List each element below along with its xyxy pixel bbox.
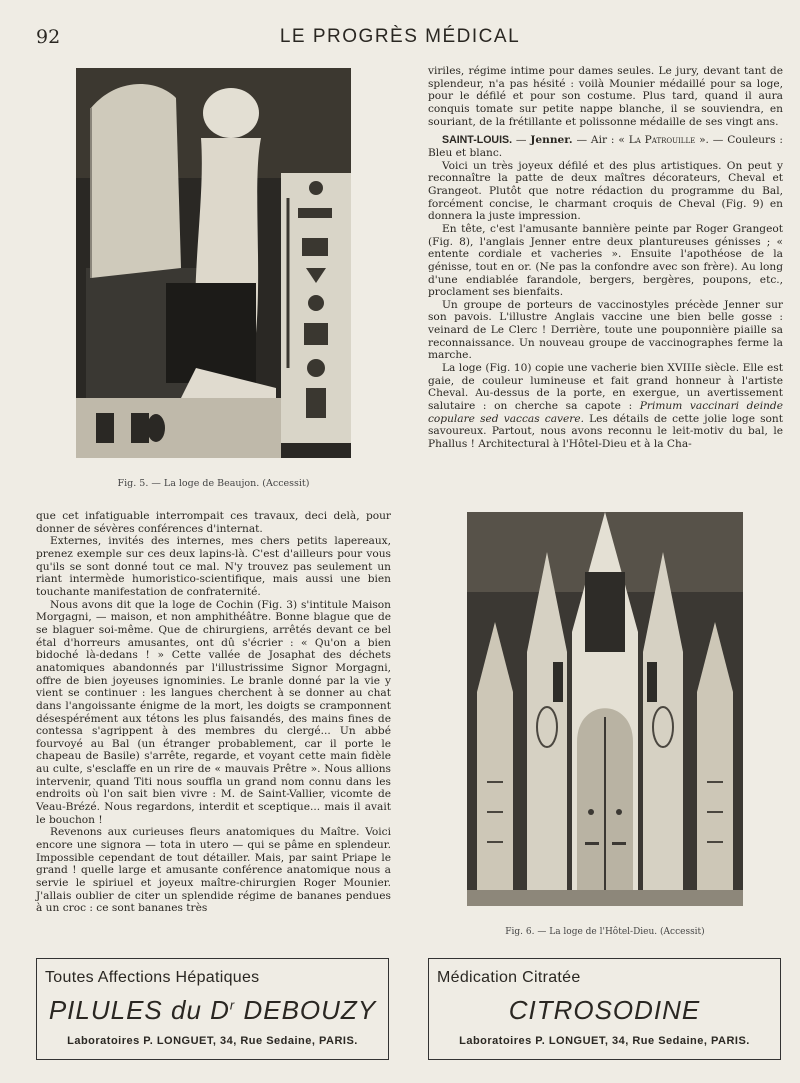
advertisement-citrosodine [428, 958, 781, 1060]
ad-tagline: Toutes Affections Hépatiques [45, 969, 260, 986]
paragraph: Voici un très joyeux défilé et des plus artistiques. On peut y reconnaître la patte de deux maîtres décorateurs, Cheval et Grangeot. Plutôt que notre rédaction du programme du Bal, forcément concise, le charmant croquis de Cheval (Fig. 9) en donnera la juste impression. [428, 159, 783, 223]
section-hospital: SAINT-LOUIS. [442, 134, 513, 147]
paragraph-part: La loge (Fig. 10) copie une vacherie bien XVIIIe siècle. Elle est gaie, de couleur lumineuse et fait grand honneur à l'artiste Cheval. Au-dessus de la porte, en exergue, un avertissement salutaire : on cherche sa capote : [428, 362, 783, 413]
egyptian-fresco-illustration [76, 68, 351, 458]
section-separator: — [512, 134, 531, 147]
section-theme: Jenner. [530, 134, 573, 147]
paragraph: Un groupe de porteurs de vaccinostyles précède Jenner sur son pavois. L'illustre Anglais vaccine une bien belle gosse : veinard de Le Clerc ! Derrière, toute une pouponnière piaille sa reconnaissance. Un nouveau groupe de vaccinographes ferme la marche. [428, 298, 783, 362]
figure-5-caption: Fig. 5. — La loge de Beaujon. (Accessit) [117, 478, 310, 489]
section-air: La Patrouille [628, 134, 696, 147]
ad-tagline: Médication Citratée [437, 969, 581, 986]
paragraph: viriles, régime intime pour dames seules. Le jury, devant tant de splendeur, n'a pas hésité : voilà Mounier médaillé pour sa loge, pour le défilé et pour son costume. Plus tard, quand il aura conquis tomate sur petite nappe blanche, il se souviendra, en souriant, de la frétillante et polissonne médaille de ses vingt ans. [428, 65, 783, 128]
paragraph: En tête, c'est l'amusante bannière peinte par Roger Grangeot (Fig. 8), l'anglais Jenner entre deux plantureuses génisses ; « entente cordiale et vacheries ». Ensuite l'apothéose de la génisse, tout en or. (Ne pas la confondre avec son frère). Au long d'une endiablée farandole, bergers, bergères, poupons, etc., proclament ses bienfaits. [428, 222, 783, 299]
advertisement-debouzy [36, 958, 389, 1060]
journal-title: LE PROGRÈS MÉDICAL [279, 26, 521, 47]
ad-product-sup: r [229, 997, 236, 1013]
figure-5-photo [76, 68, 351, 458]
paragraph-part: Les détails de cette jolie loge sont savoureux. Partout, nous avons reconnu le leit-motiv du bal, le Phallus ! Architectural à l'Hôtel-Dieu et à la Cha- [428, 412, 783, 451]
ad-laboratory: Laboratoires P. LONGUET, 34, Rue Sedaine, PARIS. [67, 1035, 358, 1047]
gothic-lodge-illustration [467, 512, 743, 906]
paragraph: Revenons aux curieuses fleurs anatomiques du Maître. Voici encore une signora — tota in utero — qui se pâme en splendeur. Impossible cependant de tout détailler. Mais, par saint Priape le grand ! quelle large et amusante conférence anatomique nous a servie le spiriuel et joyeux maître-chirurgien Roger Mounier. J'allais oublier de citer un splendide régime de bananes pendues à un croc : ce sont bananes très [36, 826, 391, 915]
ad-product-name [37, 995, 388, 1026]
paragraph [428, 362, 783, 451]
ad-product-prefix: PILULES du D [48, 995, 230, 1025]
section-air-prefix: — Air : « [572, 134, 629, 147]
figure-6-photo [467, 512, 743, 906]
figure-6-caption: Fig. 6. — La loge de l'Hôtel-Dieu. (Accessit) [505, 927, 705, 937]
ad-product-name [429, 995, 780, 1026]
ad-product-prefix: CITROSODINE [508, 995, 701, 1025]
ad-product-suffix: DEBOUZY [235, 995, 377, 1025]
right-column-text [428, 65, 783, 451]
latin-motto: Primum vaccinari deinde copulare sed vaccas cavere. [428, 400, 783, 425]
page-number: 92 [36, 26, 61, 48]
ad-laboratory: Laboratoires P. LONGUET, 34, Rue Sedaine, PARIS. [459, 1035, 750, 1047]
section-air-suffix: ». — Couleurs : Bleu et blanc. [428, 134, 783, 159]
paragraph: Nous avons dit que la loge de Cochin (Fig. 3) s'intitule Maison Morgagni, — maison, et non amphithéâtre. Bonne blague que de se blaguer soi-même. Que de chirurgiens, arrêtés devant ce bel étal d'horreurs amusantes, ont dû s'écrier : « Qu'on a bien bidoché là-dedans ! » Cette vallée de Josaphat des déchets anatomiques abandonnés par l'illustrissime Signor Morgagni, offre de bien joyeuses ignominies. Le branle donné par la vie y vient se continuer : les langues cherchent à se donner au chat dans l'angoissante énigme de la mort, les doigts se cramponnent désespérément aux tétons les plus faisandés, des mains fines de contessa s'agrippent à des membres du clergé... Un abbé fourvoyé au Bal (un étranger probablement, car il porte le chapeau de Basile) s'arrête, regarde, et voyant cette main fidèle au culte, s'esclaffe en un rire de « mauvais Prêtre ». Nous allions intervenir, quand Titi nous souffla un grand nom connu dans les endroits où l'on sait bien vivre : M. de Saint-Vallier, vicomte de Veau-Brézé. Nous regardons, interdit et sceptique... mais il avait le bouchon ! [36, 598, 391, 826]
paragraph: Externes, invités des internes, mes chers petits lapereaux, prenez exemple sur ces deux lapins-là. C'est d'ailleurs pour vous qu'ils se sont donné tout ce mal. N'y trouvez pas seulement un riant intermède humoristico-scientifique, mais aussi une bien touchante manifestation de confraternité. [36, 535, 391, 598]
paragraph: que cet infatiguable interrompait ces travaux, deci delà, pour donner de sévères conférences d'internat. [36, 510, 391, 535]
left-column-text [36, 510, 391, 915]
section-heading [428, 134, 783, 159]
